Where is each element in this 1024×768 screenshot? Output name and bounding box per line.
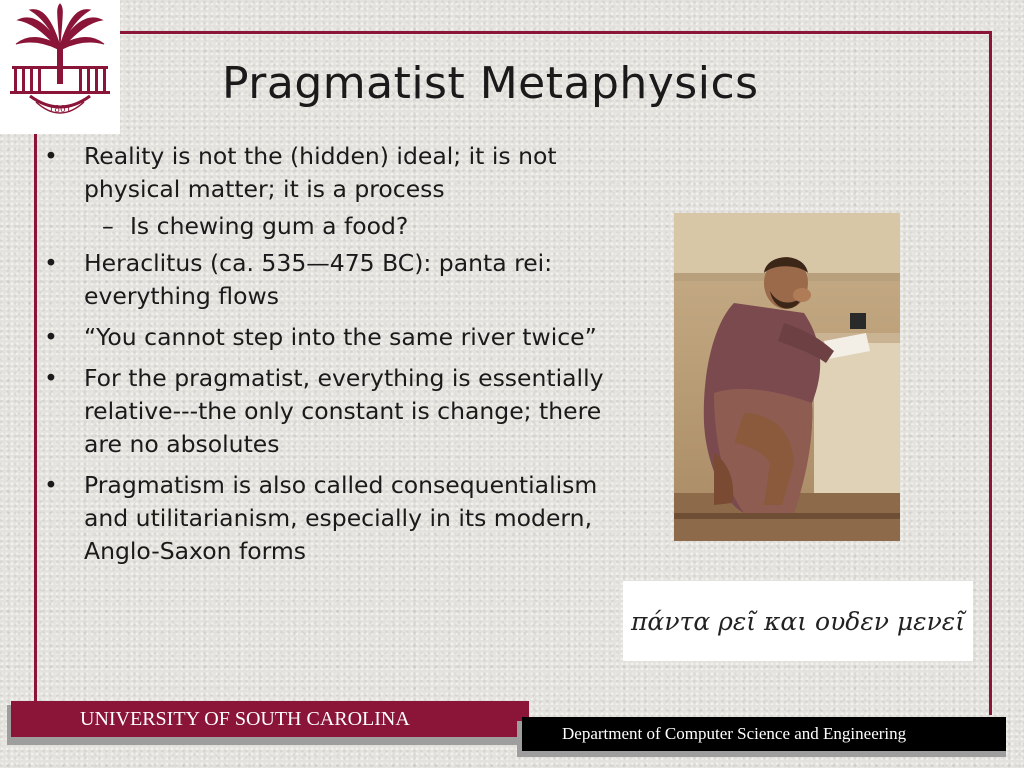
bullet-text: Heraclitus (ca. 535—475 BC): panta rei: everything flows	[84, 249, 553, 310]
bullet-icon: •	[44, 471, 58, 499]
page-title: Pragmatist Metaphysics	[222, 58, 759, 109]
list-item	[44, 469, 604, 568]
bullet-text: Is chewing gum a food?	[130, 212, 409, 240]
bullet-icon: •	[44, 323, 58, 351]
list-item	[44, 362, 604, 461]
bullet-text: Pragmatism is also called consequentialism and utilitarianism, especially in its modern, Anglo-Saxon forms	[84, 471, 598, 565]
heraclitus-painting-icon	[674, 213, 900, 541]
list-item	[44, 140, 604, 206]
bullet-text: Reality is not the (hidden) ideal; it is not physical matter; it is a process	[84, 142, 557, 203]
footer-department: Department of Computer Science and Engineering	[522, 717, 1006, 751]
bullet-icon: •	[44, 364, 58, 392]
greek-quote-image	[623, 581, 973, 661]
bullet-text: For the pragmatist, everything is essentially relative---the only constant is change; there are no absolutes	[84, 364, 604, 458]
list-item	[44, 321, 604, 354]
frame-left-rule	[34, 134, 37, 708]
university-logo	[0, 0, 120, 134]
bullet-icon: •	[44, 142, 58, 170]
bullet-list	[44, 140, 604, 568]
footer-university: UNIVERSITY OF SOUTH CAROLINA	[11, 701, 529, 737]
bullet-text: “You cannot step into the same river twice”	[84, 323, 597, 351]
sub-list-item	[44, 210, 604, 243]
bullet-icon: •	[44, 249, 58, 277]
svg-text:1801: 1801	[48, 105, 72, 115]
frame-top-rule	[112, 31, 992, 34]
palmetto-seal-icon	[0, 0, 120, 134]
list-item	[44, 247, 604, 313]
dash-icon: –	[102, 212, 114, 240]
frame-right-rule	[989, 31, 992, 715]
greek-quote-text: πάντα ρεῖ και ουδεν μενεῖ	[631, 606, 965, 636]
